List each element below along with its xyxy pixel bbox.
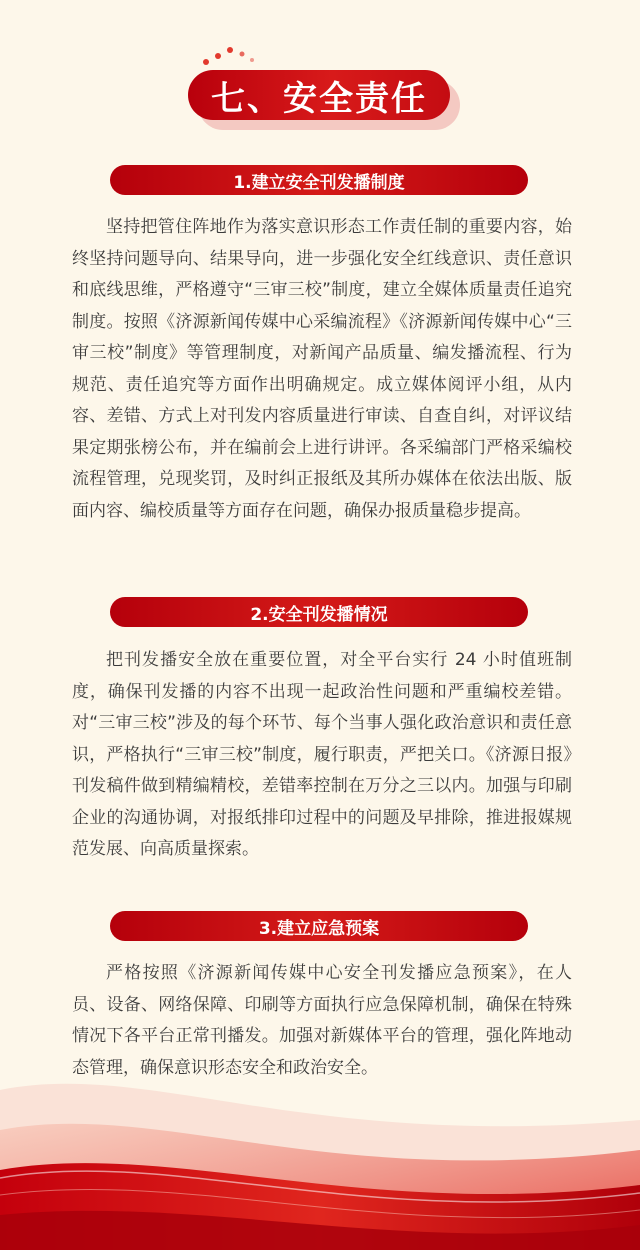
main-title: 七、安全责任 [188, 70, 450, 120]
section-heading-2: 2.安全刊发播情况 [110, 597, 528, 627]
section-body-1: 坚持把管住阵地作为落实意识形态工作责任制的重要内容，始终坚持问题导向、结果导向，进一步强化安全红线意识、责任意识和底线思维，严格遵守“三审三校”制度，建立全媒体质量责任追究制度。按照《济源新闻传媒中心采编流程》《济源新闻传媒中心“三审三校”制度》等管理制度，对新闻产品质量、编发播流程、行为规范、责任追究等方面作出明确规定。成立媒体阅评小组，从内容、差错、方式上对刊发内容质量进行审读、自查自纠，对评议结果定期张榜公布，并在编前会上进行讲评。各采编部门严格采编校流程管理，兑现奖罚，及时纠正报纸及其所办媒体在依法出版、版面内容、编校质量等方面存在问题，确保办报质量稳步提高。 [72, 217, 572, 521]
section-body-3: 严格按照《济源新闻传媒中心安全刊发播应急预案》，在人员、设备、网络保障、印刷等方面执行应急保障机制，确保在特殊情况下各平台正常刊播发。加强对新媒体平台的管理，强化阵地动态管理，确保意识形态安全和政治安全。 [72, 963, 572, 1078]
main-title-banner [188, 70, 456, 126]
section-body-2: 把刊发播安全放在重要位置，对全平台实行 24 小时值班制度，确保刊发播的内容不出现一起政治性问题和严重编校差错。对“三审三校”涉及的每个环节、每个当事人强化政治意识和责任意识，严格执行“三审三校”制度，履行职责，严把关口。《济源日报》刊发稿件做到精编精校，差错率控制在万分之三以内。加强与印刷企业的沟通协调，对报纸排印过程中的问题及早排除，推进报媒规范发展、向高质量探索。 [72, 650, 572, 859]
decorative-dots [196, 40, 266, 70]
section-heading-3: 3.建立应急预案 [110, 911, 528, 941]
red-ribbon-wave-decoration [0, 1020, 640, 1250]
section-heading-1: 1.建立安全刊发播制度 [110, 165, 528, 195]
